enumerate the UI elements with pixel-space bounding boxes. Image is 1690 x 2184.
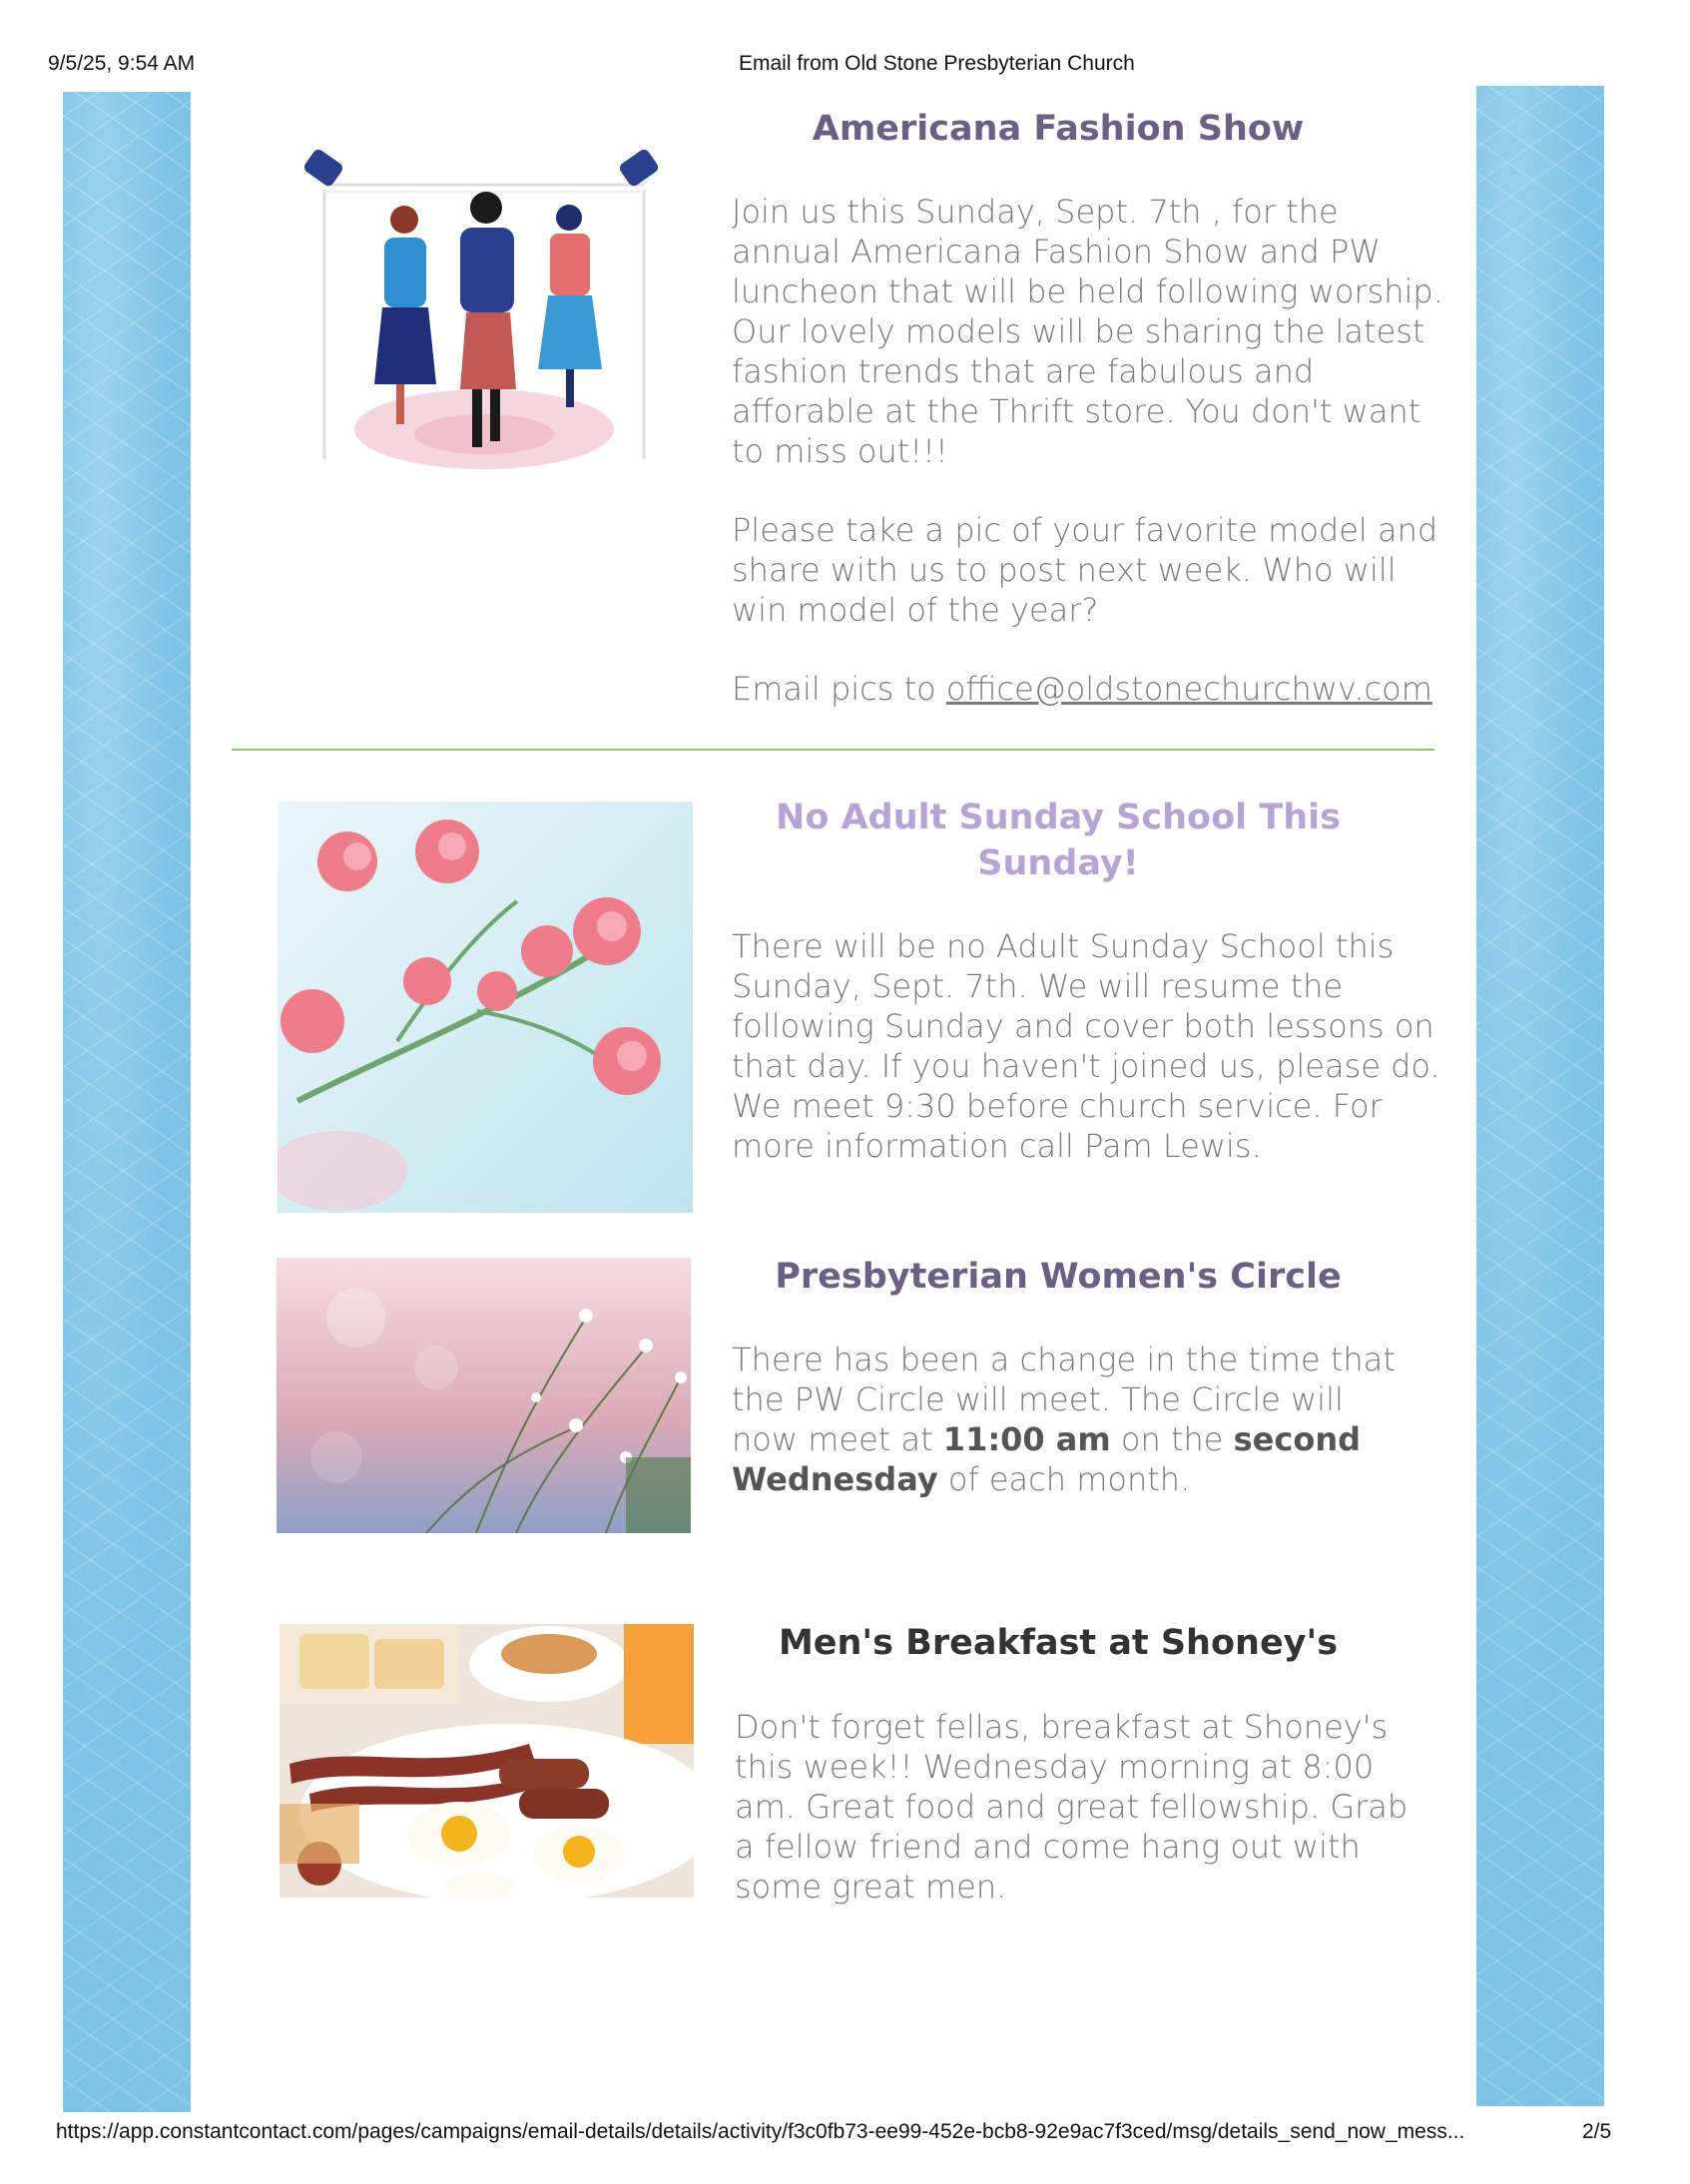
- breakfast-photo: [280, 1624, 694, 1898]
- womens-circle-text-3: of each month.: [937, 1460, 1191, 1498]
- page-number: 2/5: [1582, 2120, 1612, 2143]
- left-decorative-band: [63, 92, 191, 2112]
- section-body-womens-circle: [732, 1340, 1410, 1538]
- section-title-sunday-school: No Adult Sunday School This Sunday!: [776, 798, 1341, 883]
- fashion-show-illustration: [284, 130, 684, 509]
- section-divider: [232, 749, 1434, 751]
- email-line: [732, 669, 1450, 709]
- mens-breakfast-paragraph: Don't forget fellas, breakfast at Shoney's this week!! Wednesday morning at 8:00 am. Great food and great fellowship. Grab a fellow friend and come hang out with some great men.: [735, 1708, 1408, 1906]
- meeting-day: second Wednesday: [732, 1420, 1362, 1498]
- print-url: https://app.constantcontact.com/pages/campaigns/email-details/details/activity/f3c0fb73-ee99-452e-bcb8-92e9ac7f3ced/msg/details_send_now_mess...: [56, 2120, 1465, 2143]
- sunday-school-paragraph: There will be no Adult Sunday School this Sunday, Sept. 7th. We will resume the following Sunday and cover both lessons on that day. If you haven't joined us, please do. We meet 9:30 before church service. For more information call Pam Lewis.: [732, 927, 1440, 1165]
- right-decorative-band: [1476, 86, 1604, 2106]
- print-timestamp: 9/5/25, 9:54 AM: [48, 52, 196, 75]
- womens-circle-text-2: on the: [1110, 1420, 1234, 1458]
- section-title-womens-circle: Presbyterian Women's Circle: [775, 1257, 1342, 1297]
- section-title-fashion-show: Americana Fashion Show: [812, 109, 1305, 149]
- wildflowers-photo: [277, 1258, 691, 1533]
- print-title: Email from Old Stone Presbyterian Church: [739, 52, 1135, 75]
- office-email-link[interactable]: office@oldstonechurchwv.com: [945, 670, 1432, 708]
- fashion-show-paragraph-1: Join us this Sunday, Sept. 7th , for the annual Americana Fashion Show and PW luncheon that will be held following worship. Our lovely models will be sharing the latest fashion trends that are fabulous and afforable at the Thrift store. You don't want to miss out!!!: [732, 193, 1443, 470]
- section-title-mens-breakfast: Men's Breakfast at Shoney's: [778, 1623, 1339, 1663]
- section-body-sunday-school: [732, 926, 1450, 1205]
- fashion-show-paragraph-2: Please take a pic of your favorite model and share with us to post next week. Who will win model of the year?: [732, 511, 1438, 629]
- meeting-time: 11:00 am: [942, 1420, 1111, 1458]
- carnations-photo: [278, 802, 693, 1213]
- womens-circle-text-1: There has been a change in the time that the PW Circle will meet. The Circle will now meet at: [732, 1341, 1396, 1458]
- womens-circle-paragraph: [732, 1340, 1410, 1499]
- email-prefix: Email pics to: [732, 670, 946, 708]
- section-body-mens-breakfast: [735, 1707, 1433, 1945]
- section-body-fashion-show: [732, 192, 1450, 709]
